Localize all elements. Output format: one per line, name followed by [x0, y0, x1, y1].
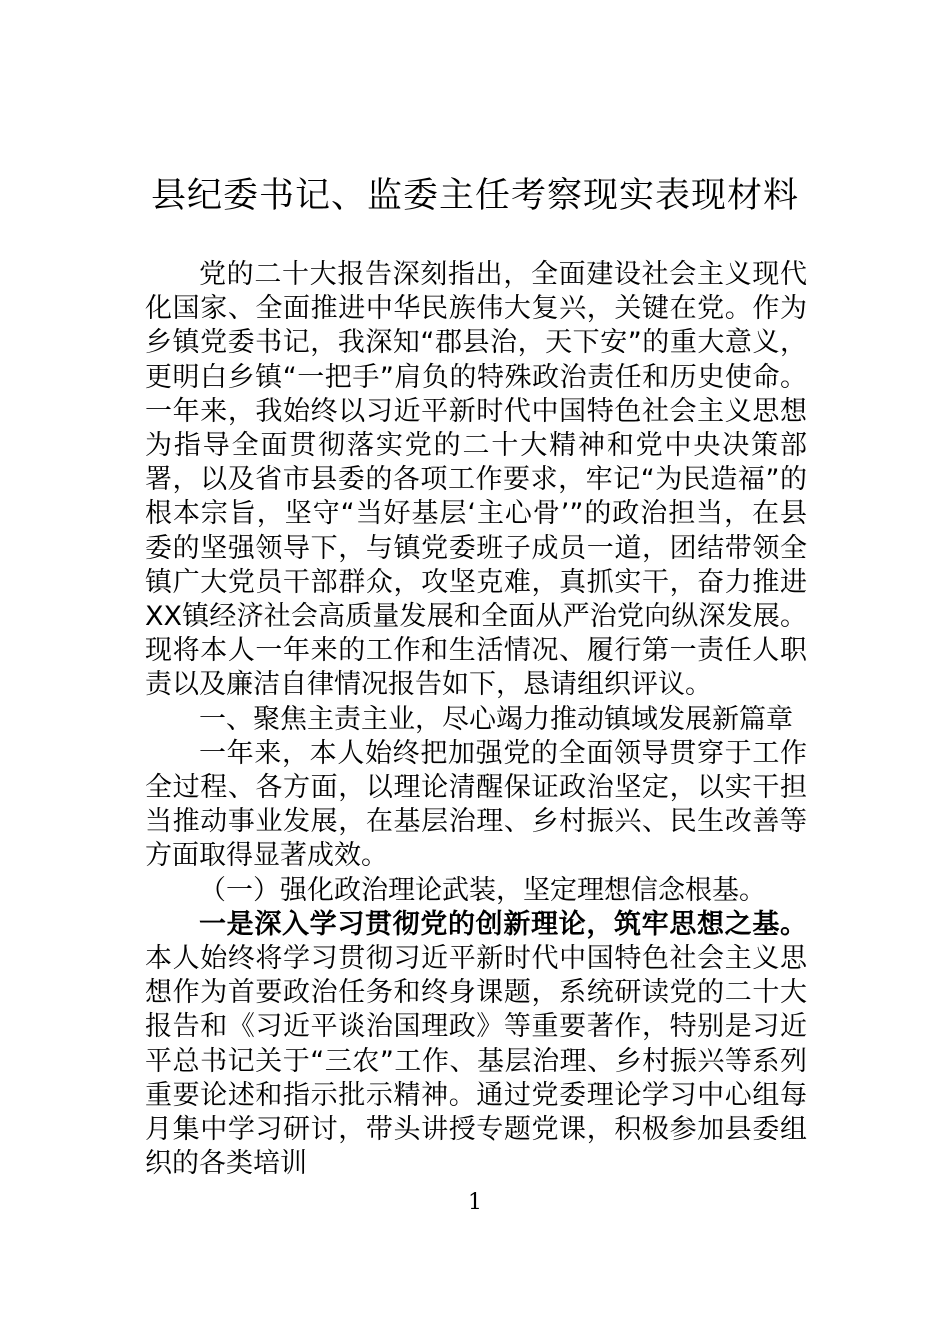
document-body: [145, 258, 807, 1181]
section-1-paragraph: 一年来，本人始终把加强党的全面领导贯穿于工作全过程、各方面，以理论清醒保证政治坚定，以实干担当推动事业发展，在基层治理、乡村振兴、民生改善等方面取得显著成效。: [145, 737, 807, 872]
point-1-paragraph: [145, 908, 807, 1182]
point-1-lead: 一是深入学习贯彻党的创新理论，筑牢思想之基。: [199, 908, 807, 940]
point-1-text: 本人始终将学习贯彻习近平新时代中国特色社会主义思想作为首要政治任务和终身课题，系统研读党的二十大报告和《习近平谈治国理政》等重要著作，特别是习近平总书记关于“三农”工作、基层治理、乡村振兴等系列重要论述和指示批示精神。通过党委理论学习中心组每月集中学习研讨，带头讲授专题党课，积极参加县委组织的各类培训: [145, 943, 807, 1180]
intro-paragraph: 党的二十大报告深刻指出，全面建设社会主义现代化国家、全面推进中华民族伟大复兴，关键在党。作为乡镇党委书记，我深知“郡县治，天下安”的重大意义，更明白乡镇“一把手”肩负的特殊政治责任和历史使命。一年来，我始终以习近平新时代中国特色社会主义思想为指导全面贯彻落实党的二十大精神和党中央决策部署，以及省市县委的各项工作要求，牢记“为民造福”的根本宗旨，坚守“当好基层‘主心骨’”的政治担当，在县委的坚强领导下，与镇党委班子成员一道，团结带领全镇广大党员干部群众，攻坚克难，真抓实干，奋力推进XX镇经济社会高质量发展和全面从严治党向纵深发展。现将本人一年来的工作和生活情况、履行第一责任人职责以及廉洁自律情况报告如下，恳请组织评议。: [145, 259, 807, 701]
subsection-heading-1: （一）强化政治理论武装，坚定理想信念根基。: [199, 874, 766, 906]
page-number: 1: [468, 1190, 482, 1215]
document-title: 县纪委书记、监委主任考察现实表现材料: [150, 176, 799, 216]
section-heading-1: 一、聚焦主责主业，尽心竭力推动镇域发展新篇章: [199, 703, 793, 735]
